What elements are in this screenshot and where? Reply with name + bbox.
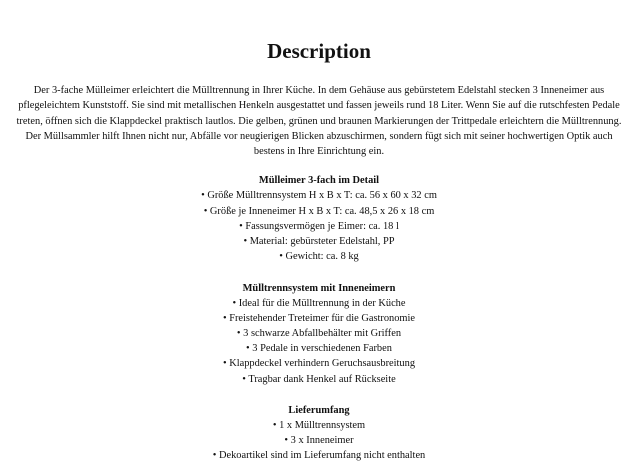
intro-paragraph: Der 3-fache Mülleimer erleichtert die Mülltrennung in Ihrer Küche. In dem Gehäuse aus gebürstetem Edelstahl stecken 3 Inneneimer aus pflegeleichtem Kunststoff. Sie sind mit metallischen Henkeln ausgestattet und fassen jeweils rund 18 Liter. Wenn Sie auf die rutschfesten Pedale treten, öffnen sich die Klappdeckel praktisch lautlos. Die gelben, grünen und braunen Markierungen der Trittpedale erleichtern die Mülltrennung. Der Müllsammler hilft Ihnen nicht nur, Abfälle vor neugierigen Blicken abzuschirmen, sondern fügt sich mit seiner hochwertigen Optik auch bestens in Ihre Einrichtung ein.	[16, 85, 622, 158]
list-item: • 3 x Inneneimer	[284, 434, 354, 446]
bullet-list	[0, 418, 638, 463]
section-scope-of-delivery	[0, 403, 638, 463]
section-heading: Mülleimer 3-fach im Detail	[258, 175, 380, 187]
list-item: • Größe Mülltrennsystem H x B x T: ca. 56 x 60 x 32 cm	[201, 190, 437, 202]
section-heading: Lieferumfang	[288, 404, 350, 416]
list-item: • Fassungsvermögen je Eimer: ca. 18 l	[239, 220, 399, 232]
list-item: • Material: gebürsteter Edelstahl, PP	[243, 236, 395, 248]
section-details	[0, 173, 638, 264]
list-item: • 1 x Mülltrennsystem	[272, 419, 366, 431]
list-item: • Tragbar dank Henkel auf Rückseite	[242, 373, 396, 385]
list-item: • Größe je Inneneimer H x B x T: ca. 48,5 x 26 x 18 cm	[203, 205, 435, 217]
list-item: • 3 schwarze Abfallbehälter mit Griffen	[236, 327, 402, 339]
list-item: • Freistehender Treteimer für die Gastronomie	[222, 312, 416, 324]
bullet-list	[0, 296, 638, 387]
section-features	[0, 281, 638, 387]
list-item: • Gewicht: ca. 8 kg	[279, 251, 359, 263]
page-title: Description	[267, 39, 371, 63]
section-heading: Mülltrennsystem mit Inneneimern	[242, 282, 396, 294]
list-item: • Klappdeckel verhindern Geruchsausbreitung	[222, 358, 416, 370]
list-item: • Dekoartikel sind im Lieferumfang nicht enthalten	[212, 450, 426, 462]
bullet-list	[0, 188, 638, 264]
list-item: • Ideal für die Mülltrennung in der Küche	[232, 297, 406, 309]
list-item: • 3 Pedale in verschiedenen Farben	[246, 343, 392, 355]
